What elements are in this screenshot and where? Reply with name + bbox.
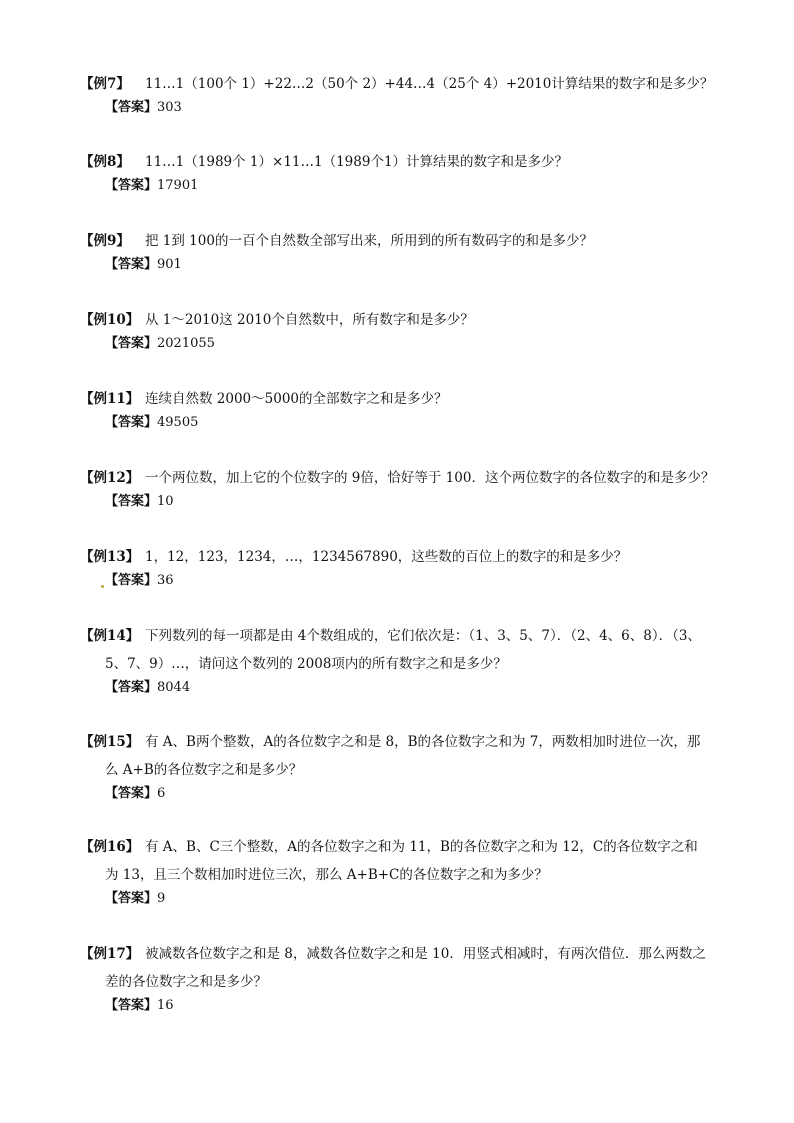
answer-value: 9 — [157, 891, 166, 906]
answer-line — [80, 889, 730, 909]
answer-label: 【答案】 — [105, 891, 158, 906]
problem-tag: 【例9】 — [80, 233, 130, 249]
stray-mark — [101, 585, 104, 588]
problem-8 — [80, 148, 730, 196]
question-line — [80, 306, 730, 334]
answer-label: 【答案】 — [105, 415, 158, 430]
question-line — [80, 833, 730, 861]
problem-tag: 【例14】 — [80, 628, 140, 644]
answer-label: 【答案】 — [105, 336, 158, 351]
problem-tag: 【例12】 — [80, 470, 140, 486]
answer-value: 2021055 — [157, 336, 215, 351]
question-line — [80, 70, 730, 98]
answer-value: 901 — [157, 257, 182, 272]
question-text: 从 1～2010这 2010个自然数中，所有数字和是多少？ — [145, 312, 474, 328]
question-text: 11…1（100个 1）+22…2（50个 2）+44…4（25个 4）+2010计算结果的数字和是多少？ — [145, 76, 714, 92]
answer-value: 6 — [157, 786, 166, 801]
answer-value: 8044 — [157, 680, 191, 695]
answer-line — [80, 413, 730, 433]
answer-label: 【答案】 — [105, 257, 158, 272]
question-line — [80, 940, 730, 968]
question-text: 把 1到 100的一百个自然数全部写出来，所用到的所有数码字的和是多少？ — [145, 233, 593, 249]
problem-tag: 【例13】 — [80, 549, 140, 565]
problem-10 — [80, 306, 730, 354]
answer-label: 【答案】 — [105, 998, 158, 1013]
question-text: 一个两位数，加上它的个位数字的 9倍，恰好等于 100．这个两位数字的各位数字的和是多少？ — [145, 470, 715, 486]
question-line — [80, 622, 730, 650]
answer-label: 【答案】 — [105, 178, 158, 193]
question-text-cont: 为 13，且三个数相加时进位三次，那么 A+B+C的各位数字之和为多少？ — [105, 867, 548, 883]
answer-value: 49505 — [157, 415, 199, 430]
answer-line — [80, 678, 730, 698]
answer-value: 10 — [157, 494, 174, 509]
question-text-cont: 么 A+B的各位数字之和是多少？ — [105, 762, 303, 778]
answer-line — [80, 98, 730, 118]
answer-line — [80, 492, 730, 512]
answer-line — [80, 571, 730, 591]
question-text: 1，12，123，1234，…，1234567890，这些数的百位上的数字的和是多少？ — [145, 549, 628, 565]
problem-tag: 【例11】 — [80, 391, 140, 407]
question-line — [80, 148, 730, 176]
problem-tag: 【例16】 — [80, 839, 140, 855]
question-line-2 — [80, 861, 730, 889]
question-text: 11…1（1989个 1）×11…1（1989个1）计算结果的数字和是多少？ — [145, 154, 569, 170]
answer-line — [80, 334, 730, 354]
answer-line — [80, 176, 730, 196]
question-line — [80, 464, 730, 492]
question-text: 有 A、B、C三个整数，A的各位数字之和为 11，B的各位数字之和为 12，C的各位数字之和 — [145, 839, 698, 855]
problem-14 — [80, 622, 730, 698]
answer-value: 303 — [157, 100, 182, 115]
problem-tag: 【例17】 — [80, 946, 140, 962]
problem-9 — [80, 227, 730, 275]
question-text: 下列数列的每一项都是由 4个数组成的，它们依次是：（1、3、5、7）．（2、4、6、8）．（3、 — [145, 628, 701, 644]
problem-tag: 【例7】 — [80, 76, 130, 92]
problem-tag: 【例10】 — [80, 312, 140, 328]
answer-label: 【答案】 — [105, 573, 158, 588]
problem-11 — [80, 385, 730, 433]
problem-7 — [80, 70, 730, 118]
question-line-2 — [80, 968, 730, 996]
answer-value: 17901 — [157, 178, 199, 193]
question-line-2 — [80, 756, 730, 784]
answer-line — [80, 255, 730, 275]
question-text-cont: 5、7、9）…，请问这个数列的 2008项内的所有数字之和是多少？ — [105, 656, 507, 672]
question-line — [80, 728, 730, 756]
problem-15 — [80, 728, 730, 804]
problem-13 — [80, 543, 730, 591]
answer-label: 【答案】 — [105, 786, 158, 801]
answer-label: 【答案】 — [105, 100, 158, 115]
question-text-cont: 差的各位数字之和是多少？ — [105, 974, 267, 990]
problem-16 — [80, 833, 730, 909]
question-line — [80, 543, 730, 571]
question-line-2 — [80, 650, 730, 678]
problem-17 — [80, 940, 730, 1016]
answer-label: 【答案】 — [105, 680, 158, 695]
answer-line — [80, 996, 730, 1016]
problem-12 — [80, 464, 730, 512]
question-text: 有 A、B两个整数，A的各位数字之和是 8，B的各位数字之和为 7，两数相加时进位一次，那 — [145, 734, 701, 750]
question-line — [80, 227, 730, 255]
question-line — [80, 385, 730, 413]
answer-line — [80, 784, 730, 804]
question-text: 被减数各位数字之和是 8，减数各位数字之和是 10．用竖式相减时，有两次借位．那么两数之 — [145, 946, 706, 962]
answer-value: 16 — [157, 998, 174, 1013]
problem-tag: 【例8】 — [80, 154, 130, 170]
answer-label: 【答案】 — [105, 494, 158, 509]
question-text: 连续自然数 2000～5000的全部数字之和是多少？ — [145, 391, 448, 407]
answer-value: 36 — [157, 573, 174, 588]
problem-tag: 【例15】 — [80, 734, 140, 750]
